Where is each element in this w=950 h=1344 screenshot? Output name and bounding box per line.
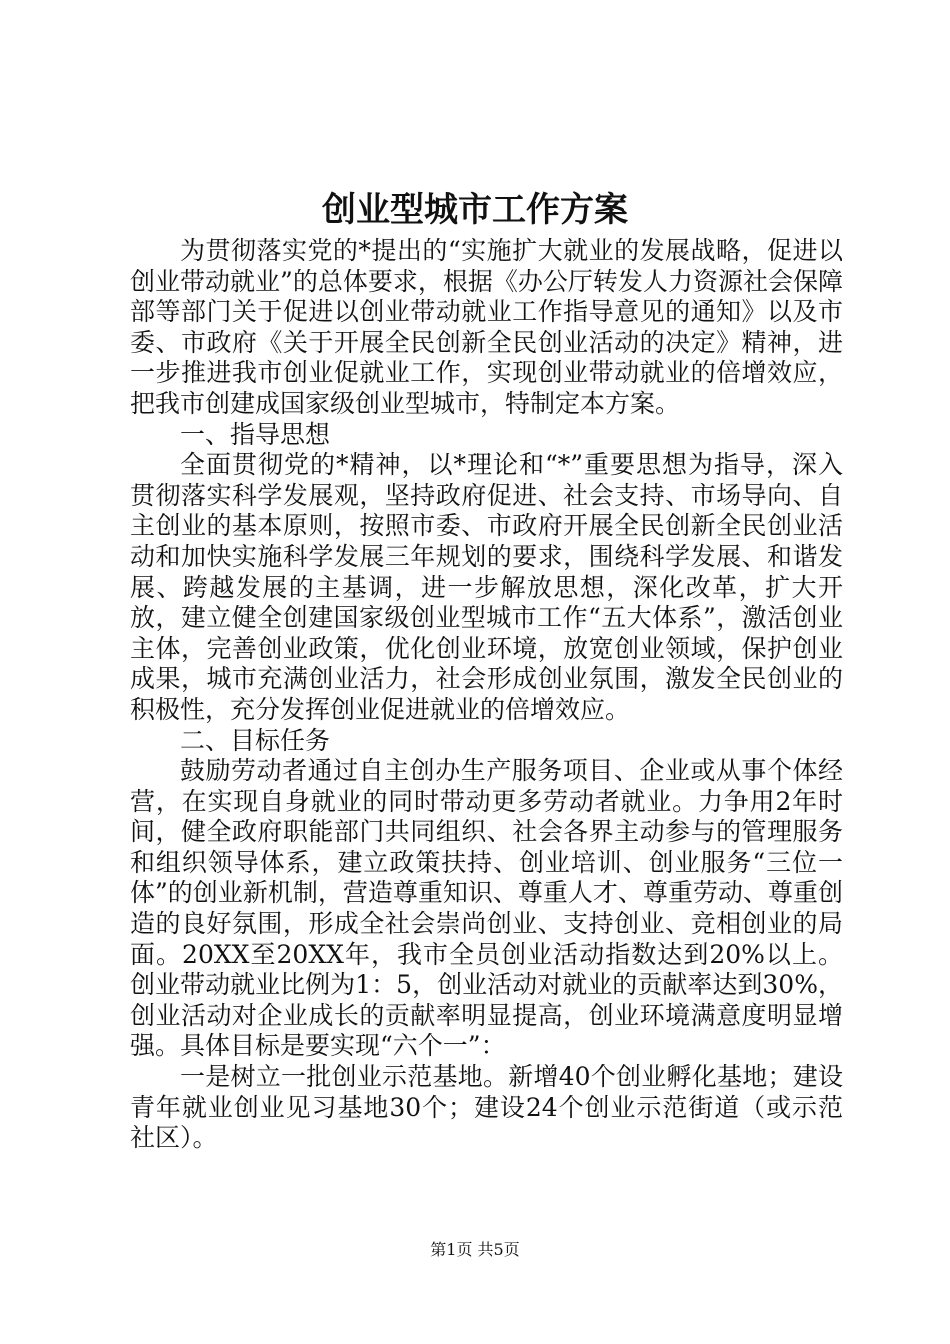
paragraph-guiding-ideology: 全面贯彻党的*精神，以*理论和“*”重要思想为指导，深入贯彻落实科学发展观，坚持政府促进、社会支持、市场导向、自主创业的基本原则，按照市委、市政府开展全民创新全民创业活动和加快实施科学发展三年规划的要求，围绕科学发展、和谐发展、跨越发展的主基调，进一步解放思想，深化改革，扩大开放，建立健全创建国家级创业型城市工作“五大体系”，激活创业主体，完善创业政策，优化创业环境，放宽创业领域，保护创业成果，城市充满创业活力，社会形成创业氛围，激发全民创业的积极性，充分发挥创业促进就业的倍增效应。 xyxy=(130,450,843,724)
section-heading-guiding-ideology: 一、指导思想 xyxy=(180,419,331,449)
paragraph-goal-one: 一是树立一批创业示范基地。新增40个创业孵化基地；建设青年就业创业见习基地30个；建设24个创业示范街道（或示范社区）。 xyxy=(130,1062,843,1153)
page-footer: 第1页 共5页 xyxy=(430,1240,520,1259)
document-body xyxy=(130,236,843,1154)
paragraph-intro: 为贯彻落实党的*提出的“实施扩大就业的发展战略，促进以创业带动就业”的总体要求，根据《办公厅转发人力资源社会保障部等部门关于促进以创业带动就业工作指导意见的通知》以及市委、市政府《关于开展全民创新全民创业活动的决定》精神，进一步推进我市创业促就业工作，实现创业带动就业的倍增效应，把我市创建成国家级创业型城市，特制定本方案。 xyxy=(130,236,843,418)
document-title: 创业型城市工作方案 xyxy=(322,190,628,230)
section-heading-goals: 二、目标任务 xyxy=(180,725,331,755)
paragraph-goals: 鼓励劳动者通过自主创办生产服务项目、企业或从事个体经营，在实现自身就业的同时带动更多劳动者就业。力争用2年时间，健全政府职能部门共同组织、社会各界主动参与的管理服务和组织领导体系，建立政策扶持、创业培训、创业服务“三位一体”的创业新机制，营造尊重知识、尊重人才、尊重劳动、尊重创造的良好氛围，形成全社会崇尚创业、支持创业、竞相创业的局面。20XX至20XX年，我市全员创业活动指数达到20%以上。创业带动就业比例为1：5，创业活动对就业的贡献率达到30%，创业活动对企业成长的贡献率明显提高，创业环境满意度明显增强。具体目标是要实现“六个一”： xyxy=(130,756,843,1061)
